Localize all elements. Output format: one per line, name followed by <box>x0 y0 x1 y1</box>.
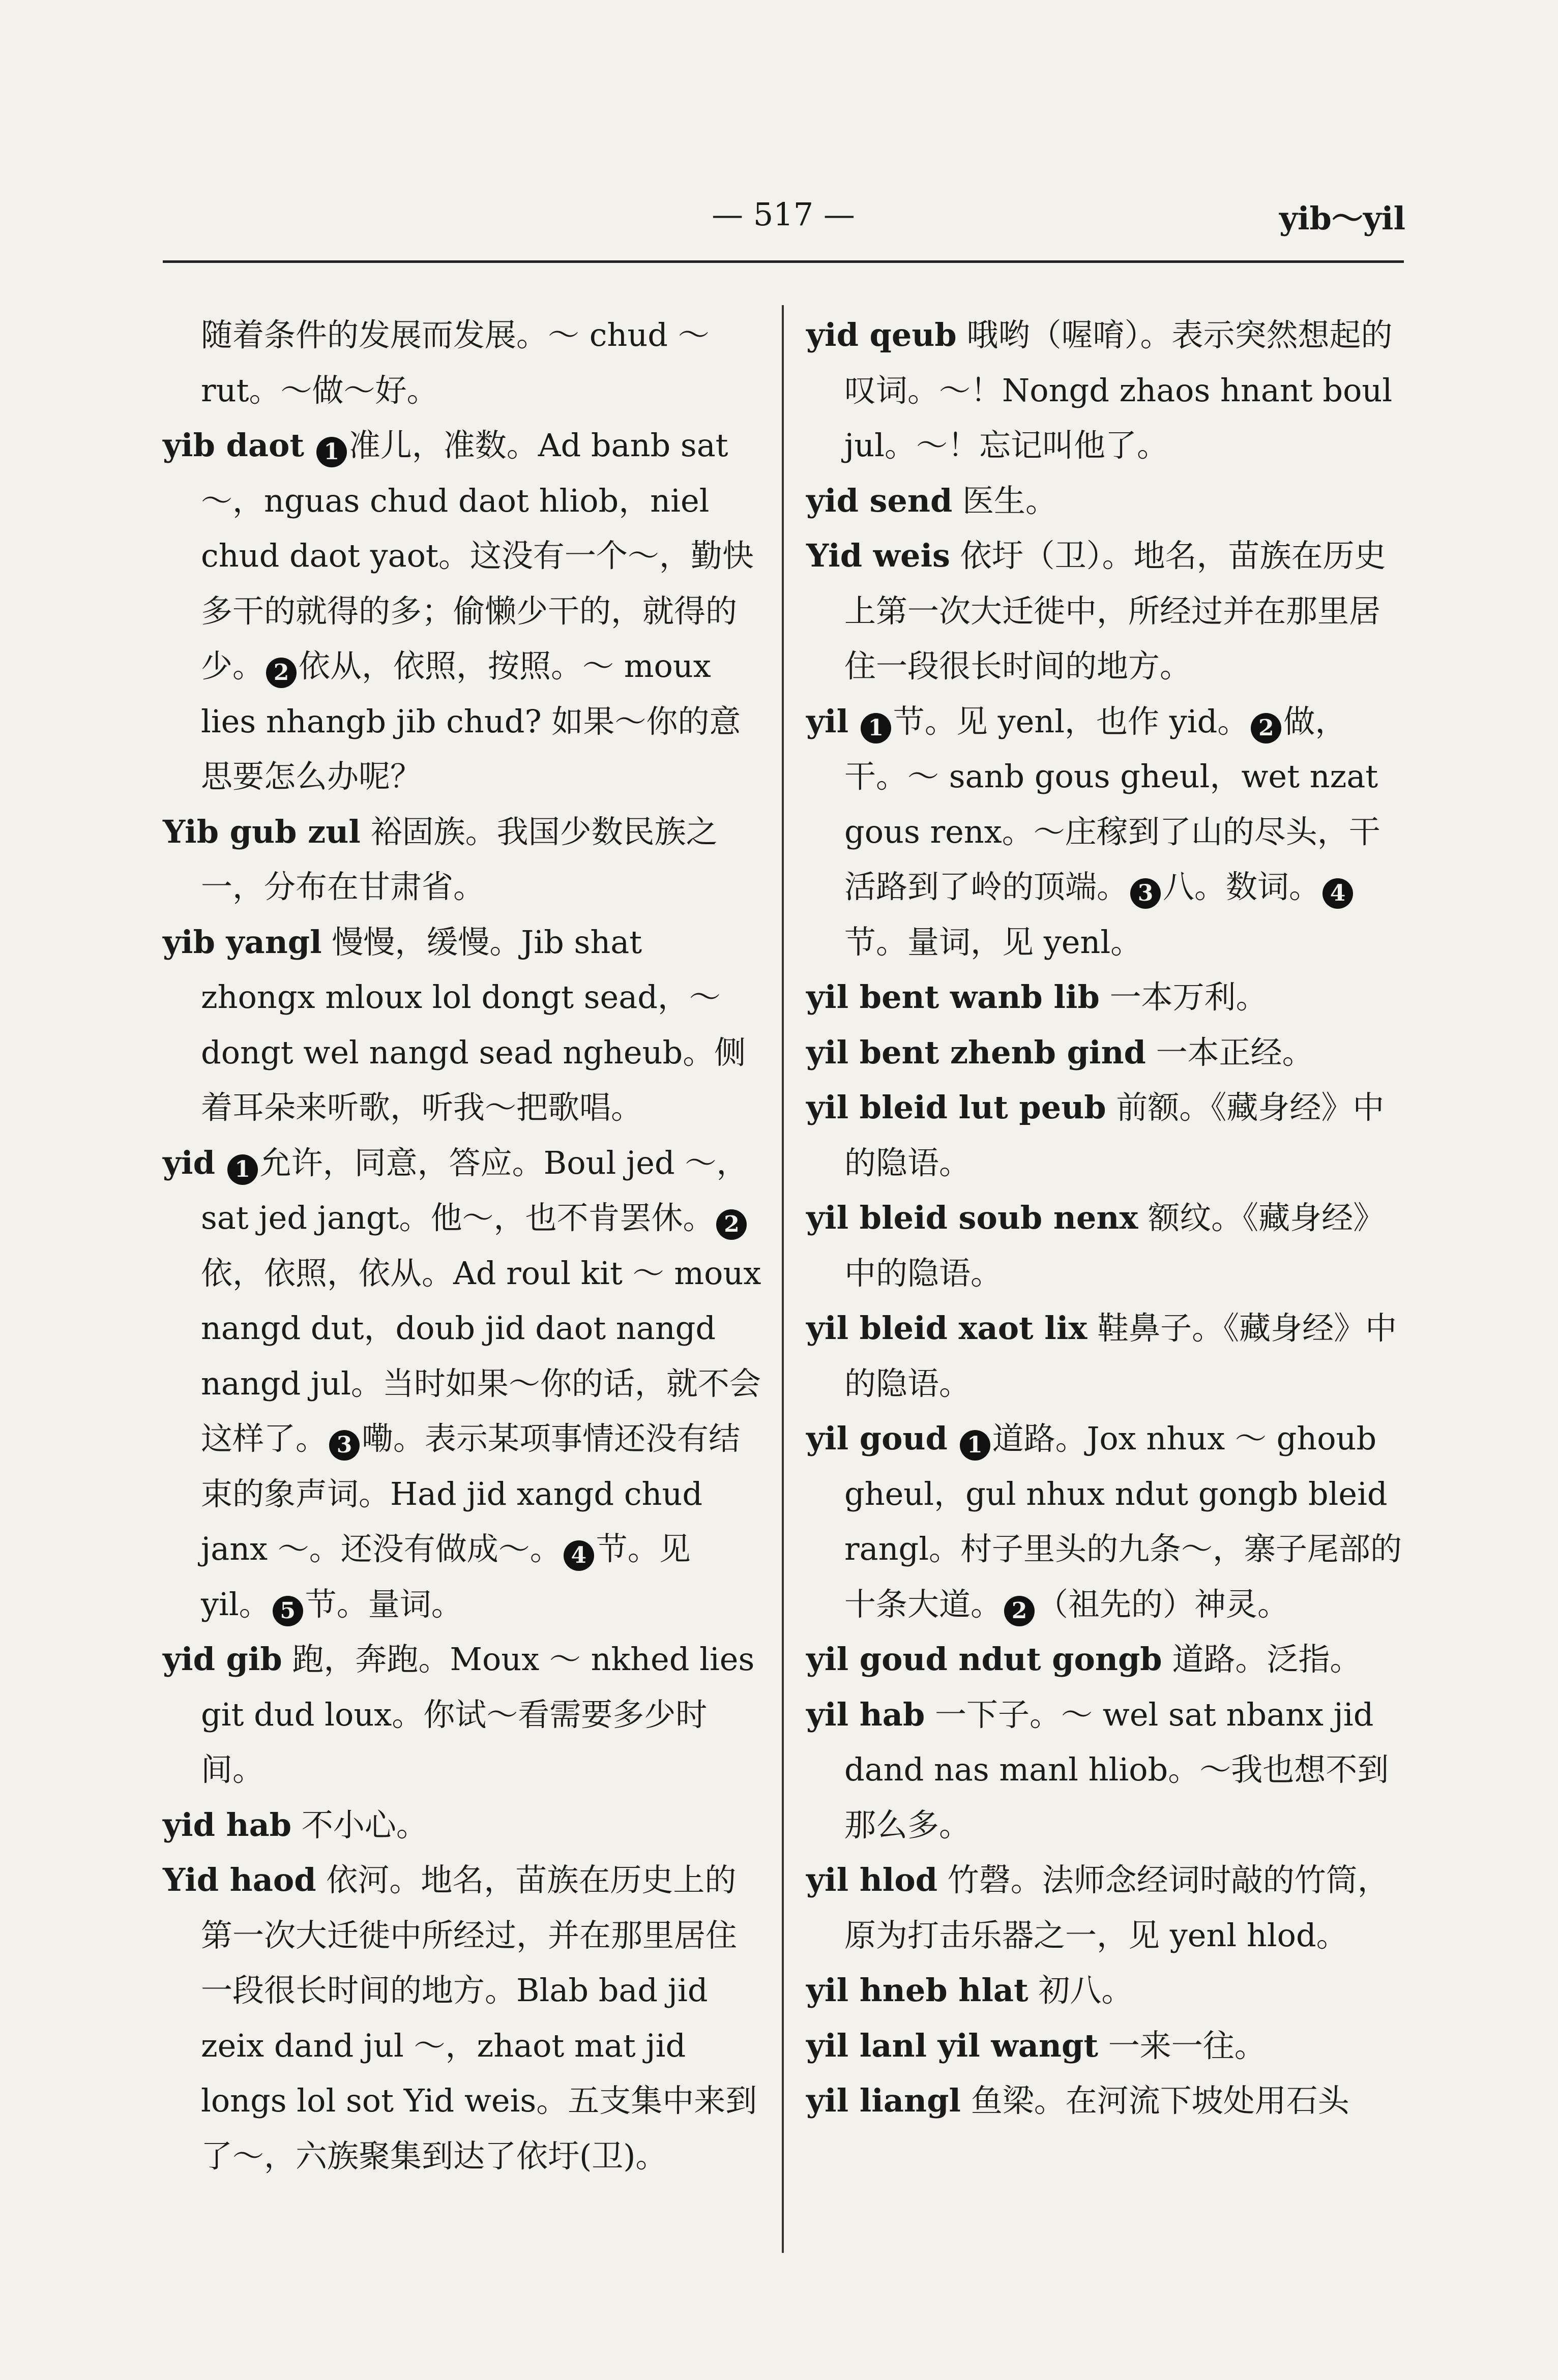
entry-definition: 不小心。 <box>301 1806 428 1843</box>
entry-headword: yil bent wanb lib <box>806 978 1100 1016</box>
right-column <box>806 308 1404 2129</box>
dictionary-entry <box>806 1025 1404 1081</box>
entry-headword: yil bleid xaot lix <box>806 1310 1087 1347</box>
entry-definition: 医生。 <box>962 482 1057 519</box>
entry-headword: Yib gub zul <box>163 813 361 850</box>
entry-definition: 做，干。～ sanb gous gheul，wet nzat gous renx。～庄稼到了山的尽头，干活路到了岭的顶端。 <box>844 702 1380 905</box>
dictionary-entry <box>163 805 763 915</box>
dictionary-entry <box>806 308 1404 473</box>
entry-definition: 竹磬。法师念经词时敲的竹筒，原为打击乐器之一，见 yenl hlod。 <box>844 1861 1389 1954</box>
sense-number-badge: 5 <box>273 1596 303 1626</box>
dictionary-entry <box>163 1136 763 1632</box>
entry-definition: 裕固族。我国少数民族之一，分布在甘肃省。 <box>201 813 718 905</box>
entry-definition: 节。见 yenl，也作 yid。 <box>893 702 1249 740</box>
entry-headword: Yid weis <box>806 537 950 574</box>
entry-headword: yil hneb hlat <box>806 1972 1028 2009</box>
sense-number-badge: 2 <box>1251 713 1281 743</box>
entry-headword: Yid haod <box>163 1861 316 1898</box>
entry-definition: 节。量词。 <box>305 1585 463 1623</box>
dictionary-entry <box>806 473 1404 529</box>
entry-headword: yil bleid lut peub <box>806 1089 1106 1126</box>
sense-number-badge: 1 <box>960 1430 990 1461</box>
entry-headword: yid qeub <box>806 316 957 353</box>
dictionary-entry <box>806 1301 1404 1411</box>
sense-number-badge: 2 <box>266 658 297 688</box>
dictionary-entry <box>806 1853 1404 1963</box>
entry-definition: 慢慢，缓慢。Jib shat zhongx mloux lol dongt sead，～ dongt wel nangd sead ngheub。侧着耳朵来听歌，听我～把歌唱。 <box>201 923 746 1126</box>
entry-headword: yil goud ndut gongb <box>806 1641 1162 1678</box>
entry-definition: 鞋鼻子。《藏身经》中的隐语。 <box>844 1310 1397 1402</box>
dictionary-entry <box>163 1853 763 2184</box>
entry-headword: yil <box>806 702 849 740</box>
dictionary-entry <box>806 1080 1404 1191</box>
dictionary-entry <box>806 2073 1404 2129</box>
dictionary-entry <box>806 1963 1404 2018</box>
sense-number-badge: 4 <box>1322 878 1353 909</box>
entry-definition: 一下子。～ wel sat nbanx jid dand nas manl hliob。～我也想不到那么多。 <box>844 1695 1389 1843</box>
entry-definition: 依圩（卫）。地名，苗族在历史上第一次大迁徙中，所经过并在那里居住一段很长时间的地方。 <box>844 537 1386 685</box>
dictionary-entry <box>806 1411 1404 1632</box>
dictionary-entry <box>163 1798 763 1853</box>
entry-definition: 节。见 yil。 <box>201 1530 691 1623</box>
entry-headword: yid send <box>806 482 953 519</box>
entry-headword: yil hlod <box>806 1861 938 1898</box>
entry-headword: yil lanl yil wangt <box>806 2027 1098 2064</box>
entry-definition: 嘞。表示某项事情还没有结束的象声词。Had jid xangd chud janx ～。还没有做成～。 <box>201 1420 741 1567</box>
entry-definition: 节。量词，见 yenl。 <box>844 923 1142 961</box>
sense-number-badge: 4 <box>564 1540 594 1571</box>
entry-definition: 一来一往。 <box>1108 2027 1266 2064</box>
sense-number-badge: 2 <box>1004 1596 1035 1626</box>
sense-number-badge: 1 <box>316 437 347 467</box>
dictionary-entry <box>806 970 1404 1025</box>
entry-headword: yib daot <box>163 427 305 464</box>
entry-headword: yil hab <box>806 1695 925 1733</box>
entry-definition: 一本万利。 <box>1109 978 1268 1016</box>
entry-headword: yil bent zhenb gind <box>806 1033 1146 1071</box>
entry-definition: 初八。 <box>1038 1972 1133 2009</box>
dictionary-entry <box>163 418 763 805</box>
entry-definition: 跑，奔跑。Moux ～ nkhed lies git dud loux。你试～看需要多少时间。 <box>201 1641 755 1788</box>
dictionary-entry <box>806 1191 1404 1301</box>
entry-definition: 随着条件的发展而发展。～ chud ～ rut。～做～好。 <box>201 316 710 409</box>
sense-number-badge: 3 <box>329 1430 360 1461</box>
entry-definition: 道路。Jox nhux ～ ghoub gheul，gul nhux ndut gongb bleid rangl。村子里头的九条～，寨子尾部的十条大道。 <box>844 1420 1402 1623</box>
dictionary-entry <box>806 2018 1404 2074</box>
running-head: yib～yil <box>1279 200 1405 237</box>
entry-definition: 允许，同意，答应。Boul jed ～，sat jed jangt。他～，也不肯罢休。 <box>201 1144 748 1236</box>
entry-definition: 八。数词。 <box>1163 868 1321 905</box>
entry-definition: 哦哟（喔唷）。表示突然想起的叹词。～！Nongd zhaos hnant boul jul。～！忘记叫他了。 <box>844 316 1393 464</box>
dictionary-entry <box>806 694 1404 970</box>
entry-headword: yib yangl <box>163 923 322 961</box>
dictionary-entry <box>806 1687 1404 1853</box>
dictionary-entry <box>163 1632 763 1798</box>
dictionary-entry <box>806 528 1404 694</box>
entry-headword: yil bleid soub nenx <box>806 1199 1138 1236</box>
left-column <box>163 308 763 2184</box>
sense-number-badge: 2 <box>716 1209 747 1240</box>
entry-definition: 一本正经。 <box>1156 1033 1314 1071</box>
entry-definition: （祖先的）神灵。 <box>1037 1585 1289 1623</box>
sense-number-badge: 1 <box>861 713 891 743</box>
dictionary-entry <box>806 1632 1404 1687</box>
column-divider <box>782 305 784 2253</box>
entry-definition: 鱼梁。在河流下坡处用石头 <box>971 2082 1349 2119</box>
entry-headword: yid hab <box>163 1806 292 1843</box>
entry-definition: 依，依照，依从。Ad roul kit ～ moux nangd dut，doub jid daot nangd nangd jul。当时如果～你的话，就不会这样了。 <box>201 1254 761 1457</box>
entry-headword: yid <box>163 1144 215 1181</box>
page-number: — 517 — <box>712 196 855 233</box>
dictionary-entry <box>163 915 763 1136</box>
entry-headword: yid gib <box>163 1641 282 1678</box>
sense-number-badge: 1 <box>227 1154 258 1185</box>
dictionary-entry <box>163 308 763 418</box>
header-rule <box>163 260 1404 263</box>
entry-definition: 依从，依照，按照。～ moux lies nhangb jib chud? 如果～你的意思要怎么办呢？ <box>201 647 741 795</box>
entry-definition: 额纹。《藏身经》中的隐语。 <box>844 1199 1385 1292</box>
entry-headword: yil liangl <box>806 2082 961 2119</box>
entry-definition: 依河。地名，苗族在历史上的第一次大迁徙中所经过，并在那里居住一段很长时间的地方。Blab bad jid zeix dand jul ～，zhaot mat jid longs lol sot Yid weis。五支集中来到了～，六族聚集到达了依圩(卫)。 <box>201 1861 757 2175</box>
entry-headword: yil goud <box>806 1420 948 1457</box>
sense-number-badge: 3 <box>1130 878 1161 909</box>
entry-definition: 道路。泛指。 <box>1172 1641 1362 1678</box>
entry-definition: 前额。《藏身经》中的隐语。 <box>844 1089 1385 1181</box>
entry-definition: 准儿，准数。Ad banb sat ～，nguas chud daot hliob，niel chud daot yaot。这没有一个～，勤快多干的就得的多；偷懒少干的，就得的少。 <box>201 427 754 685</box>
